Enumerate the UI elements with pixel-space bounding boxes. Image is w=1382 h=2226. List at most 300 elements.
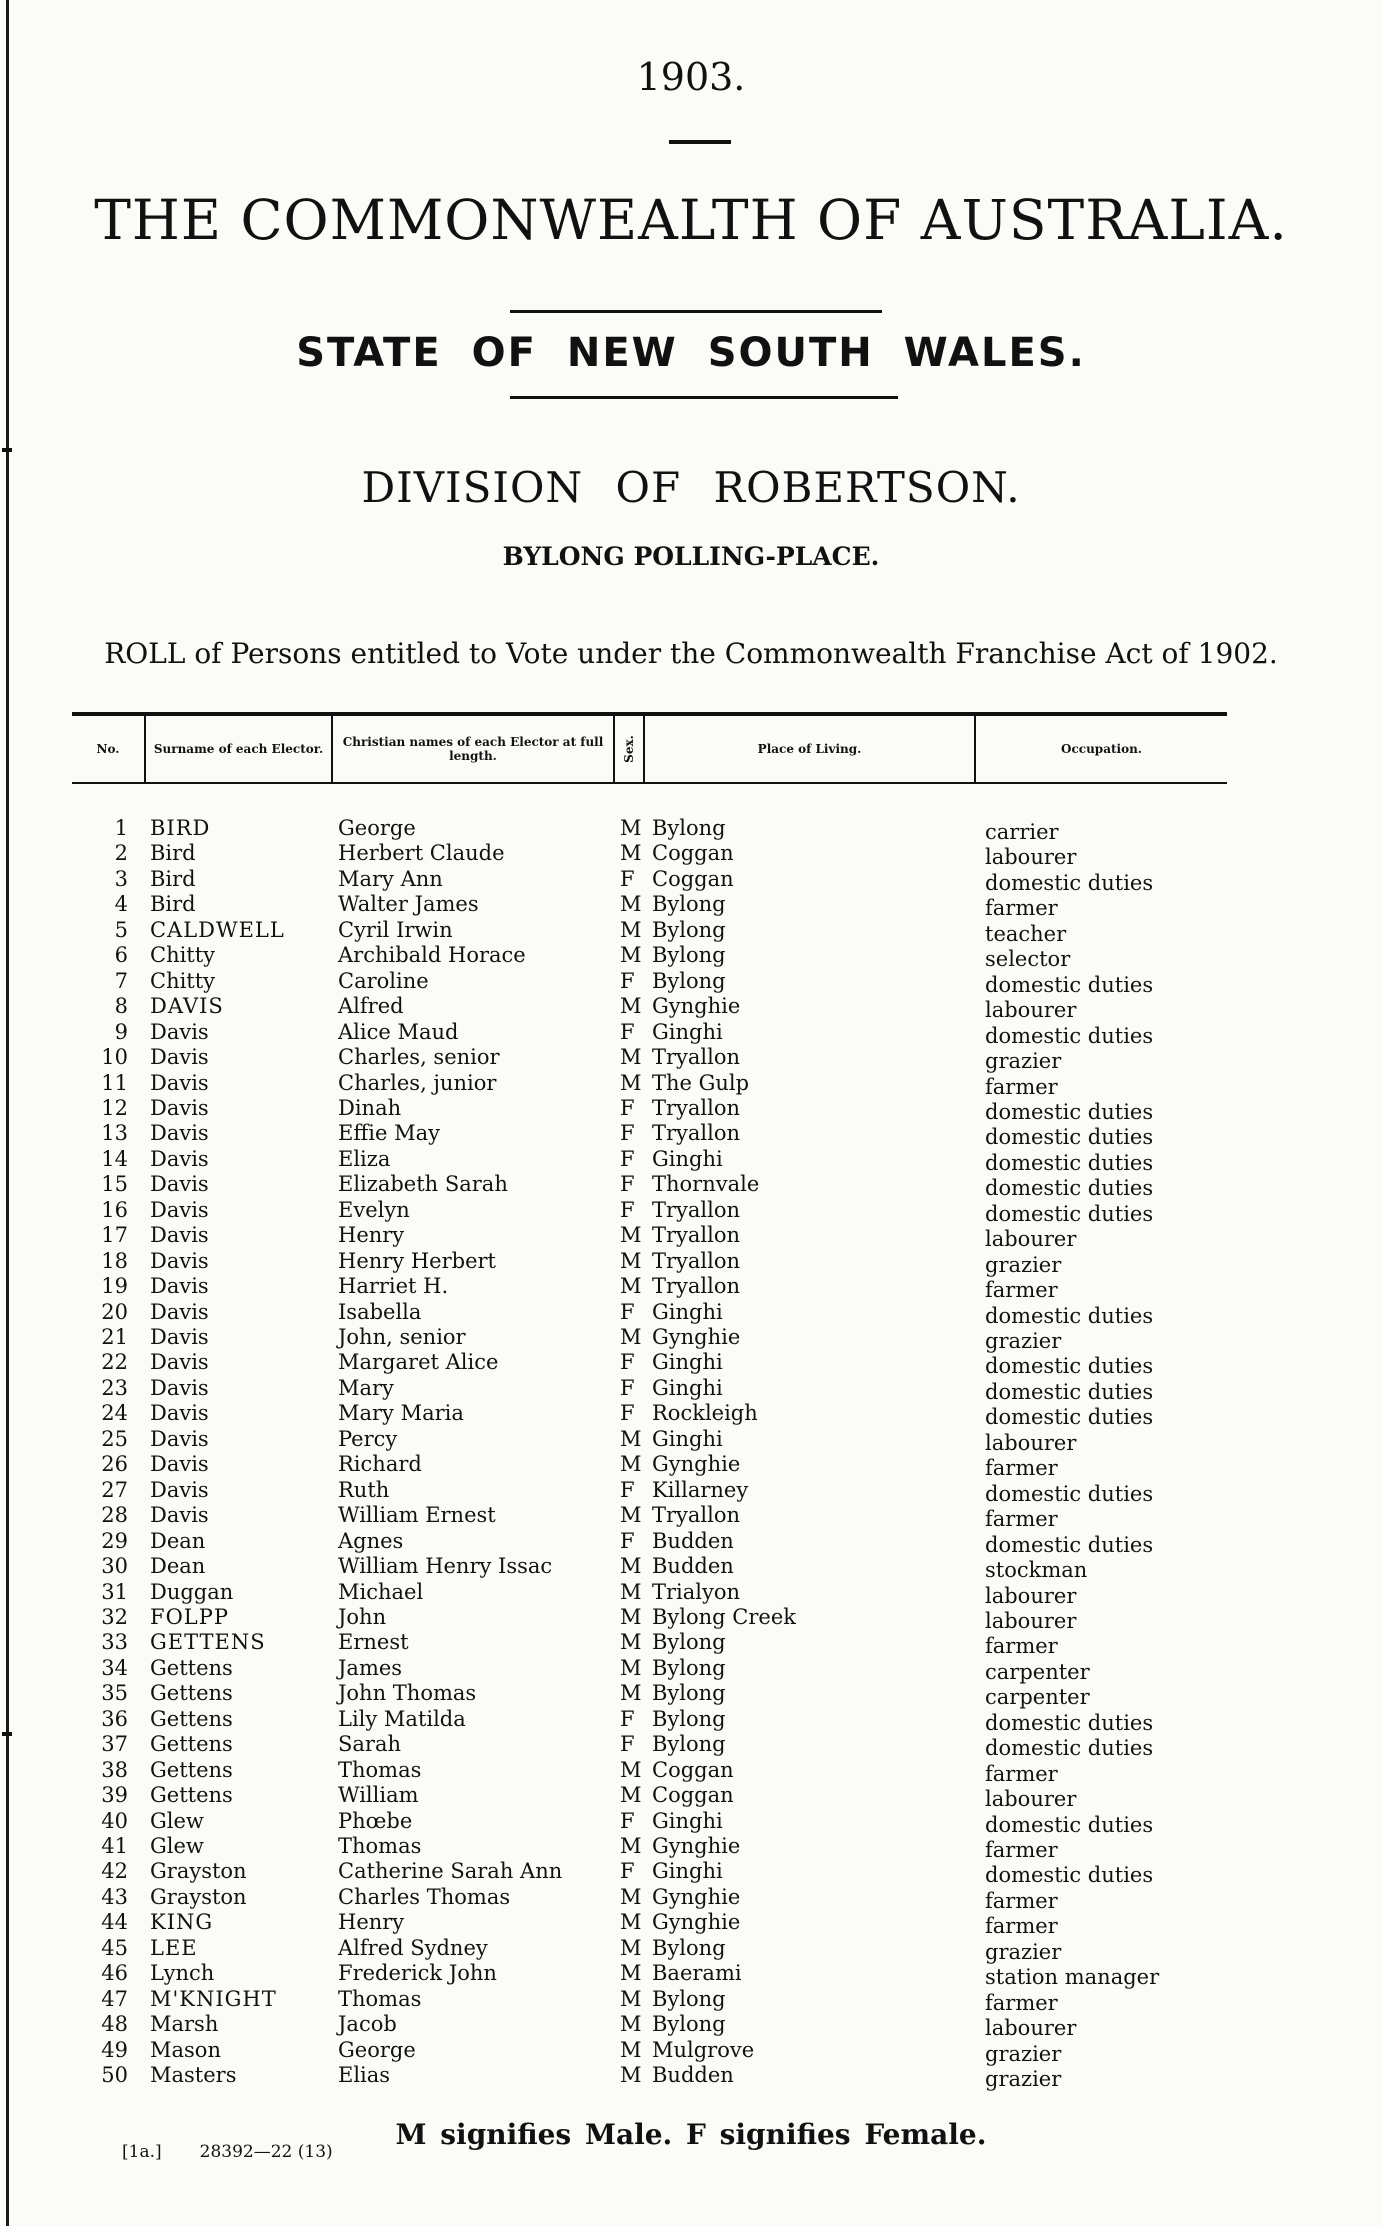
elector-place-of-living: Bylong <box>652 1936 726 1960</box>
elector-occupation: domestic duties <box>985 1100 1154 1124</box>
elector-place-of-living: Tryallon <box>652 1121 741 1145</box>
elector-occupation: domestic duties <box>985 973 1154 997</box>
table-row <box>0 943 1382 971</box>
elector-number: 37 <box>101 1732 128 1756</box>
elector-surname: Davis <box>150 1147 209 1171</box>
elector-number: 25 <box>101 1427 128 1451</box>
elector-sex: M <box>620 2063 642 2087</box>
elector-christian-names: Henry <box>338 1910 405 1934</box>
elector-surname: Davis <box>150 1223 209 1247</box>
table-row <box>0 1732 1382 1760</box>
elector-surname: Gettens <box>150 1656 233 1680</box>
elector-surname: Davis <box>150 1478 209 1502</box>
column-header-surname: Surname of each Elector. <box>153 742 324 756</box>
table-row <box>0 1401 1382 1429</box>
elector-christian-names: Evelyn <box>338 1198 410 1222</box>
elector-place-of-living: Rockleigh <box>652 1401 758 1425</box>
elector-occupation: farmer <box>985 1991 1058 2015</box>
elector-christian-names: George <box>338 2038 416 2062</box>
table-row <box>0 1071 1382 1099</box>
elector-surname: Davis <box>150 1401 209 1425</box>
elector-place-of-living: Bylong Creek <box>652 1605 796 1629</box>
elector-number: 1 <box>114 816 128 840</box>
elector-sex: M <box>620 1834 642 1858</box>
table-row <box>0 1147 1382 1175</box>
elector-sex: F <box>620 1809 635 1833</box>
elector-occupation: labourer <box>985 1787 1077 1811</box>
elector-place-of-living: Budden <box>652 2063 734 2087</box>
table-row <box>0 1809 1382 1837</box>
elector-place-of-living: Gynghie <box>652 1452 741 1476</box>
elector-place-of-living: Mulgrove <box>652 2038 755 2062</box>
elector-place-of-living: Bylong <box>652 969 726 993</box>
elector-place-of-living: Bylong <box>652 943 726 967</box>
elector-number: 22 <box>101 1350 128 1374</box>
elector-occupation: domestic duties <box>985 1813 1154 1837</box>
table-row <box>0 867 1382 895</box>
elector-place-of-living: Ginghi <box>652 1427 723 1451</box>
elector-christian-names: Harriet H. <box>338 1274 449 1298</box>
elector-surname: KING <box>150 1910 214 1934</box>
elector-place-of-living: Coggan <box>652 1758 734 1782</box>
elector-occupation: carpenter <box>985 1685 1090 1709</box>
elector-sex: M <box>620 1045 642 1069</box>
table-row <box>0 1121 1382 1149</box>
elector-occupation: farmer <box>985 1838 1058 1862</box>
elector-sex: M <box>620 1961 642 1985</box>
elector-surname: Davis <box>150 1020 209 1044</box>
elector-place-of-living: Tryallon <box>652 1503 741 1527</box>
elector-christian-names: Michael <box>338 1580 424 1604</box>
column-header-no: No. <box>96 742 120 756</box>
elector-place-of-living: Bylong <box>652 1656 726 1680</box>
table-row <box>0 969 1382 997</box>
elector-occupation: domestic duties <box>985 1736 1154 1760</box>
elector-surname: BIRD <box>150 816 211 840</box>
column-header-occupation: Occupation. <box>1061 742 1142 756</box>
elector-sex: M <box>620 1554 642 1578</box>
elector-number: 9 <box>114 1020 128 1044</box>
elector-occupation: domestic duties <box>985 1711 1154 1735</box>
elector-number: 36 <box>101 1707 128 1731</box>
elector-christian-names: Thomas <box>338 1758 422 1782</box>
table-row <box>0 1045 1382 1073</box>
elector-number: 11 <box>101 1071 128 1095</box>
elector-sex: F <box>620 1401 635 1425</box>
elector-christian-names: Archibald Horace <box>338 943 526 967</box>
table-row <box>0 1529 1382 1557</box>
elector-surname: M'KNIGHT <box>150 1987 277 2011</box>
elector-place-of-living: Ginghi <box>652 1147 723 1171</box>
elector-christian-names: Dinah <box>338 1096 402 1120</box>
elector-number: 19 <box>101 1274 128 1298</box>
elector-sex: F <box>620 1350 635 1374</box>
elector-place-of-living: Baerami <box>652 1961 742 1985</box>
elector-number: 16 <box>101 1198 128 1222</box>
elector-surname: Davis <box>150 1198 209 1222</box>
elector-number: 45 <box>101 1936 128 1960</box>
elector-christian-names: Sarah <box>338 1732 401 1756</box>
elector-sex: M <box>620 1452 642 1476</box>
table-row <box>0 1478 1382 1506</box>
elector-sex: M <box>620 918 642 942</box>
elector-number: 24 <box>101 1401 128 1425</box>
elector-place-of-living: Ginghi <box>652 1809 723 1833</box>
table-row <box>0 1300 1382 1328</box>
elector-number: 5 <box>114 918 128 942</box>
table-row <box>0 1503 1382 1531</box>
elector-number: 8 <box>114 994 128 1018</box>
elector-christian-names: Walter James <box>338 892 479 916</box>
elector-number: 47 <box>101 1987 128 2011</box>
elector-sex: M <box>620 1630 642 1654</box>
elector-place-of-living: The Gulp <box>652 1071 750 1095</box>
elector-surname: Gettens <box>150 1681 233 1705</box>
elector-place-of-living: Coggan <box>652 841 734 865</box>
elector-surname: Davis <box>150 1452 209 1476</box>
elector-number: 42 <box>101 1859 128 1883</box>
elector-surname: Davis <box>150 1300 209 1324</box>
elector-surname: Davis <box>150 1249 209 1273</box>
elector-christian-names: Thomas <box>338 1987 422 2011</box>
elector-sex: F <box>620 1020 635 1044</box>
elector-christian-names: George <box>338 816 416 840</box>
elector-christian-names: Effie May <box>338 1121 440 1145</box>
elector-surname: Chitty <box>150 969 216 993</box>
elector-place-of-living: Bylong <box>652 1732 726 1756</box>
elector-number: 27 <box>101 1478 128 1502</box>
table-row <box>0 1987 1382 2015</box>
elector-surname: CALDWELL <box>150 918 285 942</box>
elector-surname: Gettens <box>150 1732 233 1756</box>
elector-number: 30 <box>101 1554 128 1578</box>
elector-occupation: labourer <box>985 1431 1077 1455</box>
elector-sex: F <box>620 1478 635 1502</box>
elector-occupation: farmer <box>985 1914 1058 1938</box>
table-row <box>0 1020 1382 1048</box>
elector-number: 26 <box>101 1452 128 1476</box>
elector-christian-names: Caroline <box>338 969 429 993</box>
elector-occupation: grazier <box>985 2042 1062 2066</box>
elector-sex: F <box>620 1198 635 1222</box>
elector-surname: Gettens <box>150 1758 233 1782</box>
elector-occupation: labourer <box>985 998 1077 1022</box>
elector-occupation: domestic duties <box>985 1405 1154 1429</box>
elector-sex: F <box>620 1732 635 1756</box>
divider-rule <box>510 310 882 313</box>
elector-surname: Mason <box>150 2038 221 2062</box>
elector-sex: F <box>620 1707 635 1731</box>
elector-surname: Davis <box>150 1071 209 1095</box>
elector-number: 43 <box>101 1885 128 1909</box>
elector-surname: Gettens <box>150 1783 233 1807</box>
table-row <box>0 1427 1382 1455</box>
elector-surname: Davis <box>150 1121 209 1145</box>
elector-occupation: grazier <box>985 1940 1062 1964</box>
elector-sex: M <box>620 1249 642 1273</box>
elector-surname: FOLPP <box>150 1605 229 1629</box>
elector-sex: M <box>620 1605 642 1629</box>
print-reference-code: [1a.] <box>122 2142 162 2162</box>
division-heading: DIVISION OF ROBERTSON. <box>361 463 1021 512</box>
table-row <box>0 1605 1382 1633</box>
column-header-christian-names: Christian names of each Elector at full length. <box>342 735 604 763</box>
table-row <box>0 1350 1382 1378</box>
elector-number: 4 <box>114 892 128 916</box>
elector-place-of-living: Tryallon <box>652 1274 741 1298</box>
elector-number: 15 <box>101 1172 128 1196</box>
document-title: THE COMMONWEALTH OF AUSTRALIA. <box>94 188 1288 252</box>
elector-christian-names: Alfred Sydney <box>338 1936 488 1960</box>
elector-surname: Davis <box>150 1427 209 1451</box>
elector-number: 31 <box>101 1580 128 1604</box>
elector-place-of-living: Gynghie <box>652 1325 741 1349</box>
elector-number: 10 <box>101 1045 128 1069</box>
elector-christian-names: Elias <box>338 2063 391 2087</box>
elector-christian-names: Eliza <box>338 1147 391 1171</box>
elector-christian-names: Agnes <box>338 1529 404 1553</box>
column-header-sex-wrap <box>615 716 643 782</box>
elector-christian-names: Richard <box>338 1452 422 1476</box>
column-header-place: Place of Living. <box>757 742 862 756</box>
elector-place-of-living: Bylong <box>652 1987 726 2011</box>
elector-place-of-living: Ginghi <box>652 1859 723 1883</box>
table-row <box>0 1758 1382 1786</box>
elector-number: 40 <box>101 1809 128 1833</box>
elector-place-of-living: Ginghi <box>652 1350 723 1374</box>
elector-surname: Davis <box>150 1096 209 1120</box>
table-row <box>0 816 1382 844</box>
elector-occupation: farmer <box>985 896 1058 920</box>
elector-sex: M <box>620 943 642 967</box>
elector-number: 38 <box>101 1758 128 1782</box>
table-row <box>0 1783 1382 1811</box>
table-row <box>0 1198 1382 1226</box>
elector-christian-names: Phœbe <box>338 1809 413 1833</box>
divider-rule <box>510 396 898 399</box>
elector-surname: Davis <box>150 1350 209 1374</box>
elector-occupation: farmer <box>985 1889 1058 1913</box>
elector-place-of-living: Ginghi <box>652 1020 723 1044</box>
elector-sex: F <box>620 1121 635 1145</box>
elector-occupation: domestic duties <box>985 1125 1154 1149</box>
elector-surname: Grayston <box>150 1885 247 1909</box>
elector-sex: F <box>620 1096 635 1120</box>
elector-christian-names: Elizabeth Sarah <box>338 1172 508 1196</box>
elector-surname: Bird <box>150 892 196 916</box>
elector-place-of-living: Bylong <box>652 892 726 916</box>
table-row <box>0 1249 1382 1277</box>
elector-surname: Davis <box>150 1045 209 1069</box>
table-row <box>0 1630 1382 1658</box>
elector-sex: M <box>620 1580 642 1604</box>
elector-christian-names: John, senior <box>338 1325 466 1349</box>
elector-occupation: selector <box>985 947 1071 971</box>
table-row <box>0 994 1382 1022</box>
elector-place-of-living: Tryallon <box>652 1249 741 1273</box>
elector-christian-names: Charles, junior <box>338 1071 497 1095</box>
elector-occupation: grazier <box>985 1329 1062 1353</box>
elector-number: 12 <box>101 1096 128 1120</box>
elector-occupation: farmer <box>985 1075 1058 1099</box>
elector-sex: M <box>620 1325 642 1349</box>
elector-surname: Dean <box>150 1529 206 1553</box>
elector-place-of-living: Coggan <box>652 1783 734 1807</box>
elector-occupation: grazier <box>985 1049 1062 1073</box>
elector-christian-names: Herbert Claude <box>338 841 505 865</box>
elector-sex: M <box>620 1783 642 1807</box>
elector-number: 23 <box>101 1376 128 1400</box>
elector-surname: Davis <box>150 1503 209 1527</box>
elector-place-of-living: Coggan <box>652 867 734 891</box>
table-row <box>0 1223 1382 1251</box>
elector-place-of-living: Gynghie <box>652 1885 741 1909</box>
elector-surname: GETTENS <box>150 1630 266 1654</box>
elector-occupation: domestic duties <box>985 1151 1154 1175</box>
elector-christian-names: Jacob <box>338 2012 397 2036</box>
elector-place-of-living: Thornvale <box>652 1172 760 1196</box>
margin-tick-mark <box>2 448 12 452</box>
divider-rule <box>669 140 731 144</box>
table-row <box>0 1580 1382 1608</box>
elector-number: 3 <box>114 867 128 891</box>
elector-sex: M <box>620 1656 642 1680</box>
elector-christian-names: Alfred <box>338 994 404 1018</box>
elector-occupation: domestic duties <box>985 1354 1154 1378</box>
elector-sex: M <box>620 1681 642 1705</box>
elector-christian-names: Percy <box>338 1427 398 1451</box>
elector-place-of-living: Tryallon <box>652 1223 741 1247</box>
elector-surname: Dean <box>150 1554 206 1578</box>
elector-number: 2 <box>114 841 128 865</box>
elector-sex: F <box>620 1147 635 1171</box>
state-heading: STATE OF NEW SOUTH WALES. <box>296 330 1086 376</box>
elector-occupation: carrier <box>985 820 1059 844</box>
elector-surname: Gettens <box>150 1707 233 1731</box>
elector-surname: DAVIS <box>150 994 224 1018</box>
elector-surname: Lynch <box>150 1961 215 1985</box>
elector-number: 49 <box>101 2038 128 2062</box>
elector-occupation: domestic duties <box>985 1304 1154 1328</box>
elector-number: 21 <box>101 1325 128 1349</box>
table-row <box>0 1172 1382 1200</box>
elector-number: 46 <box>101 1961 128 1985</box>
elector-place-of-living: Tryallon <box>652 1045 741 1069</box>
elector-place-of-living: Bylong <box>652 918 726 942</box>
elector-christian-names: Cyril Irwin <box>338 918 453 942</box>
elector-occupation: farmer <box>985 1634 1058 1658</box>
elector-occupation: farmer <box>985 1278 1058 1302</box>
elector-occupation: carpenter <box>985 1660 1090 1684</box>
elector-sex: F <box>620 969 635 993</box>
elector-sex: M <box>620 2038 642 2062</box>
elector-place-of-living: Bylong <box>652 1681 726 1705</box>
elector-surname: Grayston <box>150 1859 247 1883</box>
elector-occupation: grazier <box>985 1253 1062 1277</box>
elector-sex: M <box>620 1885 642 1909</box>
elector-place-of-living: Budden <box>652 1554 734 1578</box>
roll-caption: ROLL of Persons entitled to Vote under the Commonwealth Franchise Act of 1902. <box>104 637 1278 670</box>
elector-christian-names: John Thomas <box>338 1681 477 1705</box>
elector-sex: M <box>620 1427 642 1451</box>
elector-number: 18 <box>101 1249 128 1273</box>
elector-sex: F <box>620 1300 635 1324</box>
elector-surname: Davis <box>150 1172 209 1196</box>
elector-christian-names: Alice Maud <box>338 1020 459 1044</box>
table-row <box>0 1554 1382 1582</box>
elector-christian-names: Thomas <box>338 1834 422 1858</box>
elector-christian-names: James <box>338 1656 403 1680</box>
elector-number: 41 <box>101 1834 128 1858</box>
elector-number: 33 <box>101 1630 128 1654</box>
table-row <box>0 1681 1382 1709</box>
elector-occupation: labourer <box>985 845 1077 869</box>
elector-place-of-living: Killarney <box>652 1478 749 1502</box>
table-row <box>0 1859 1382 1887</box>
table-row <box>0 1452 1382 1480</box>
elector-christian-names: John <box>338 1605 387 1629</box>
table-row <box>0 892 1382 920</box>
elector-sex: M <box>620 1758 642 1782</box>
sex-legend-note: M signifies Male. F signifies Female. <box>395 2118 987 2151</box>
elector-place-of-living: Trialyon <box>652 1580 741 1604</box>
elector-christian-names: Henry <box>338 1223 405 1247</box>
elector-number: 14 <box>101 1147 128 1171</box>
elector-place-of-living: Bylong <box>652 1630 726 1654</box>
elector-surname: Davis <box>150 1274 209 1298</box>
elector-christian-names: Mary Maria <box>338 1401 464 1425</box>
elector-surname: Davis <box>150 1376 209 1400</box>
elector-christian-names: Charles Thomas <box>338 1885 511 1909</box>
table-row <box>0 1656 1382 1684</box>
elector-sex: M <box>620 1274 642 1298</box>
table-row <box>0 1961 1382 1989</box>
elector-occupation: grazier <box>985 2067 1062 2091</box>
elector-surname: LEE <box>150 1936 198 1960</box>
table-row <box>0 1096 1382 1124</box>
elector-surname: Duggan <box>150 1580 234 1604</box>
elector-christian-names: Henry Herbert <box>338 1249 496 1273</box>
elector-number: 35 <box>101 1681 128 1705</box>
elector-occupation: station manager <box>985 1965 1160 1989</box>
elector-occupation: domestic duties <box>985 1533 1154 1557</box>
elector-sex: M <box>620 1936 642 1960</box>
elector-occupation: farmer <box>985 1507 1058 1531</box>
print-reference-number: 28392—22 (13) <box>199 2142 333 2162</box>
polling-place-heading: BYLONG POLLING-PLACE. <box>502 542 880 571</box>
elector-sex: F <box>620 867 635 891</box>
elector-christian-names: Margaret Alice <box>338 1350 499 1374</box>
elector-sex: M <box>620 892 642 916</box>
elector-number: 17 <box>101 1223 128 1247</box>
elector-place-of-living: Ginghi <box>652 1300 723 1324</box>
elector-number: 50 <box>101 2063 128 2087</box>
elector-surname: Masters <box>150 2063 237 2087</box>
table-row <box>0 1910 1382 1938</box>
elector-place-of-living: Gynghie <box>652 1834 741 1858</box>
elector-sex: M <box>620 1503 642 1527</box>
elector-christian-names: William <box>338 1783 419 1807</box>
elector-place-of-living: Bylong <box>652 816 726 840</box>
table-row <box>0 1834 1382 1862</box>
elector-occupation: labourer <box>985 1584 1077 1608</box>
elector-number: 13 <box>101 1121 128 1145</box>
elector-sex: M <box>620 841 642 865</box>
table-row <box>0 2063 1382 2091</box>
table-row <box>0 1274 1382 1302</box>
elector-number: 28 <box>101 1503 128 1527</box>
elector-christian-names: Mary <box>338 1376 394 1400</box>
